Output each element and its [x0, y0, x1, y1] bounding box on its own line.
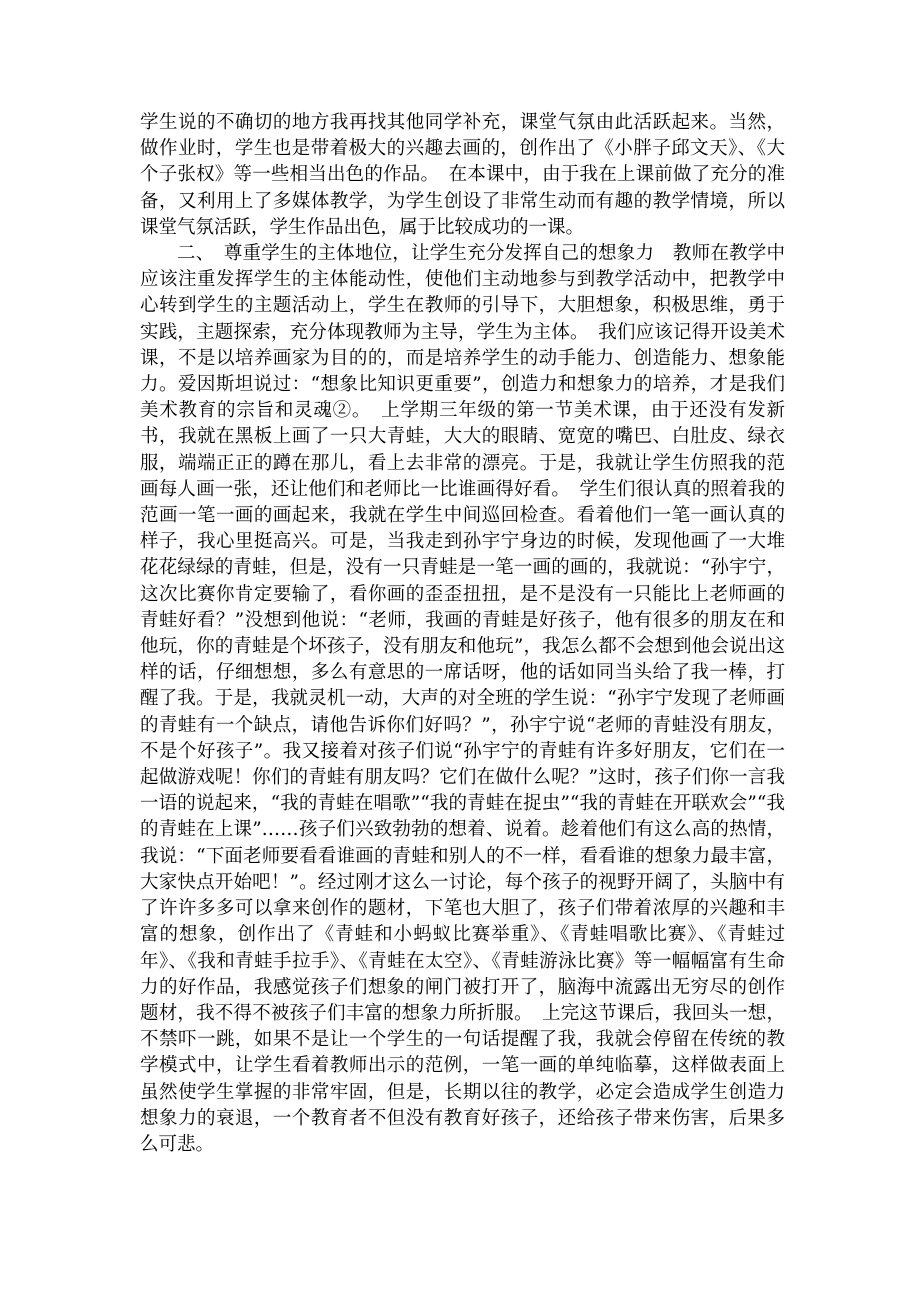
document-body [140, 110, 785, 1158]
paragraph-1: 学生说的不确切的地方我再找其他同学补充，课堂气氛由此活跃起来。当然，做作业时，学生也是带着极大的兴趣去画的，创作出了《小胖子邱文天》、《大个子张权》等一些相当出色的作品。 在本课中，由于我在上课前做了充分的准备，又利用上了多媒体教学，为学生创设了非常生动而有趣的教学情境，所以课堂气氛活跃，学生作品出色，属于比较成功的一课。 [140, 112, 785, 238]
paragraph-2: 二、 尊重学生的主体地位，让学生充分发挥自己的想象力 教师在教学中应该注重发挥学生的主体能动性，使他们主动地参与到教学活动中，把教学中心转到学生的主题活动上，学生在教师的引导下，大胆想象，积极思维，勇于实践，主题探索，充分体现教师为主导，学生为主体。 我们应该记得开设美术课，不是以培养画家为目的的，而是培养学生的动手能力、创造能力、想象能力。爱因斯坦说过：“想象比知识更重要”，创造力和想象力的培养，才是我们美术教育的宗旨和灵魂②。 上学期三年级的第一节美术课，由于还没有发新书，我就在黑板上画了一只大青蛙，大大的眼睛、宽宽的嘴巴、白肚皮、绿衣服，端端正正的蹲在那儿，看上去非常的漂亮。于是，我就让学生仿照我的范画每人画一张，还让他们和老师比一比谁画得好看。 学生们很认真的照着我的范画一笔一画的画起来，我就在学生中间巡回检查。看着他们一笔一画认真的样子，我心里挺高兴。可是，当我走到孙宇宁身边的时候，发现他画了一大堆花花绿绿的青蛙，但是，没有一只青蛙是一笔一画的画的，我就说：“孙宇宁，这次比赛你肯定要输了，看你画的歪歪扭扭，是不是没有一只能比上老师画的青蛙好看？”没想到他说：“老师，我画的青蛙是好孩子，他有很多的朋友在和他玩，你的青蛙是个坏孩子，没有朋友和他玩”，我怎么都不会想到他会说出这样的话，仔细想想，多么有意思的一席话呀，他的话如同当头给了我一棒，打醒了我。于是，我就灵机一动，大声的对全班的学生说：“孙宇宁发现了老师画的青蛙有一个缺点，请他告诉你们好吗？”，孙宇宁说“老师的青蛙没有朋友，不是个好孩子”。我又接着对孩子们说“孙宇宁的青蛙有许多好朋友，它们在一起做游戏呢！你们的青蛙有朋友吗？它们在做什么呢？”这时，孩子们你一言我一语的说起来，“我的青蛙在唱歌”“我的青蛙在捉虫”“我的青蛙在开联欢会”“我的青蛙在上课”……孩子们兴致勃勃的想着、说着。趁着他们有这么高的热情，我说：“下面老师要看看谁画的青蛙和别人的不一样，看看谁的想象力最丰富，大家快点开始吧！”。经过刚才这么一讨论，每个孩子的视野开阔了，头脑中有了许许多多可以拿来创作的题材，下笔也大胆了，孩子们带着浓厚的兴趣和丰富的想象，创作出了《青蛙和小蚂蚁比赛举重》、《青蛙唱歌比赛》、《青蛙过年》、《我和青蛙手拉手》、《青蛙在太空》、《青蛙游泳比赛》等一幅幅富有生命力的好作品，我感觉孩子们想象的闸门被打开了，脑海中流露出无穷尽的创作题材，我不得不被孩子们丰富的想象力所折服。 上完这节课后，我回头一想，不禁吓一跳，如果不是让一个学生的一句话提醒了我，我就会停留在传统的教学模式中，让学生看着教师出示的范例，一笔一画的单纯临摹，这样做表面上虽然使学生掌握的非常牢固，但是，长期以往的教学，必定会造成学生创造力想象力的衰退，一个教育者不但没有教育好孩子，还给孩子带来伤害，后果多么可悲。 [140, 243, 785, 1155]
